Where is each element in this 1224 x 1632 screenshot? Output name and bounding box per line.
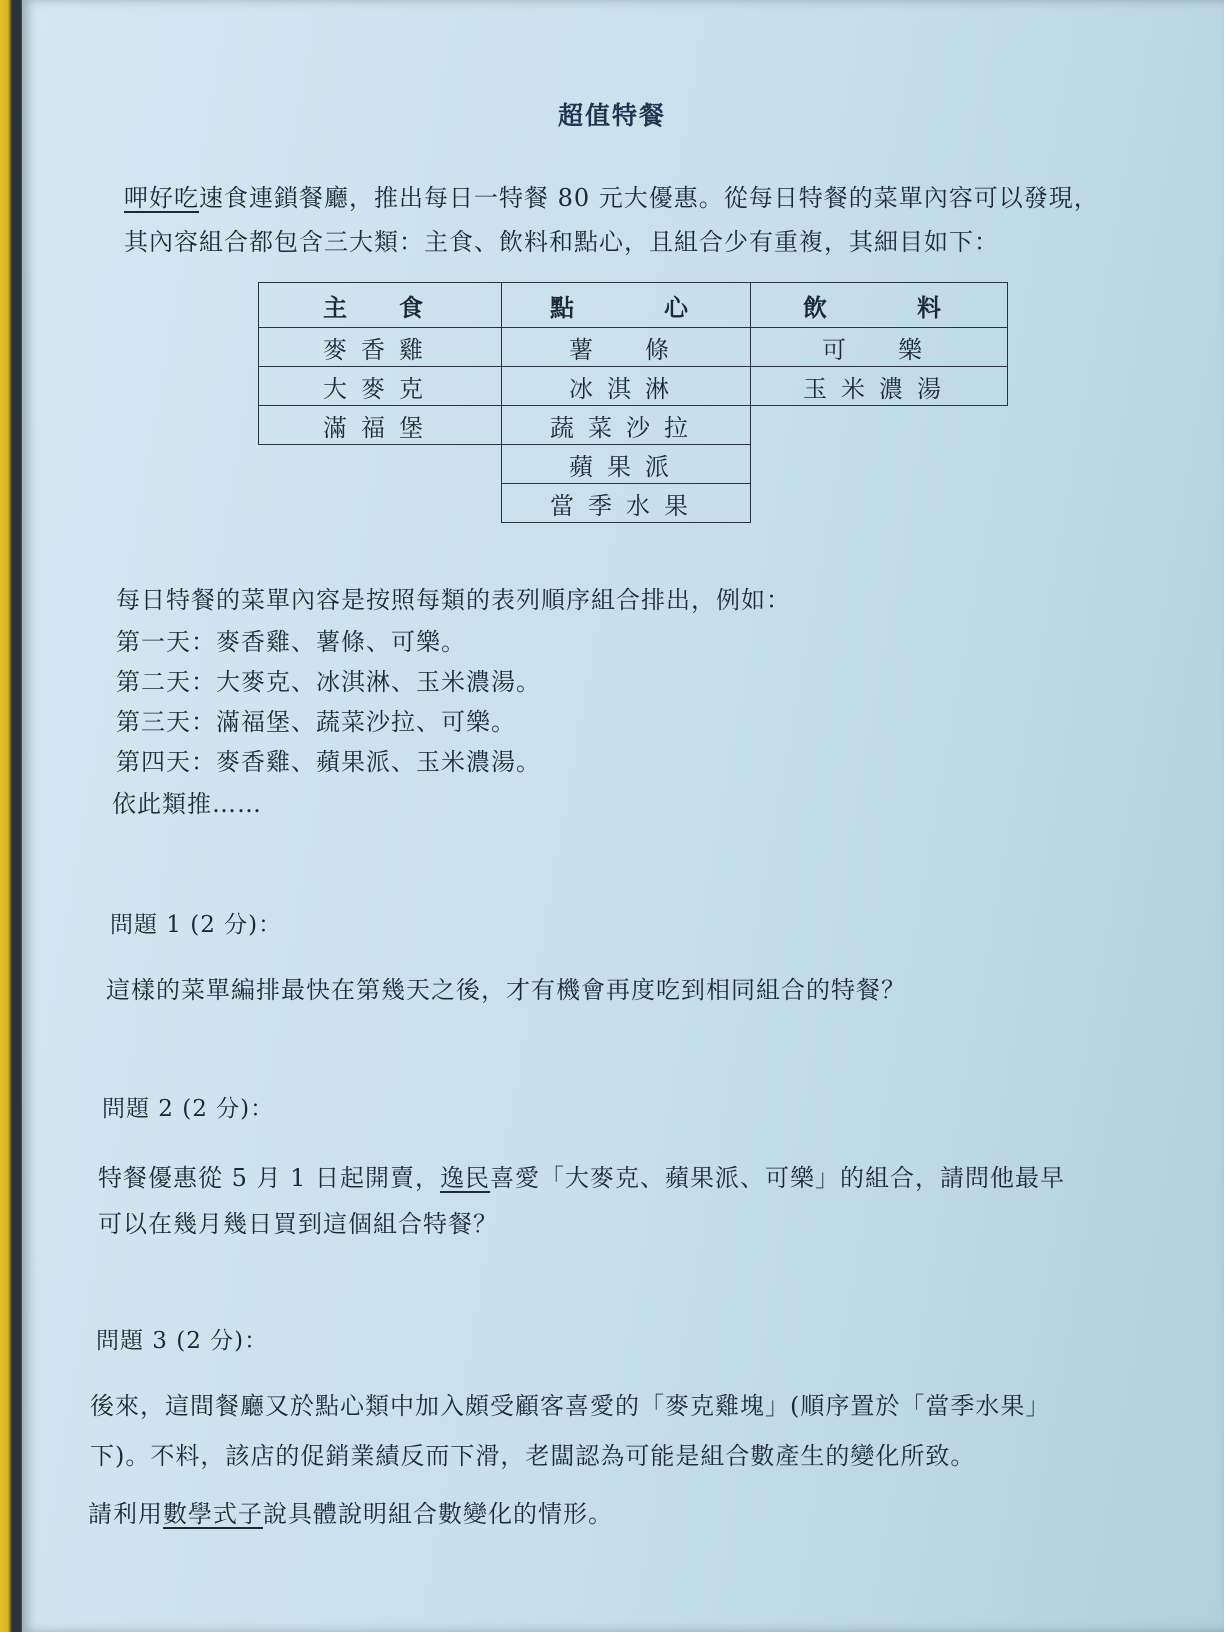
cell-drink: 玉米濃湯 <box>751 367 1008 406</box>
cell-empty <box>751 445 1008 484</box>
intro-line-1: 呷好吃速食連鎖餐廳，推出每日一特餐 80 元大優惠。從每日特餐的菜單內容可以發現， <box>124 184 1099 212</box>
question-3-line-1: 後來，這間餐廳又於點心類中加入頗受顧客喜愛的「麥克雞塊」(順序置於「當季水果」 <box>90 1392 1051 1420</box>
question-2-heading: 問題 2 (2 分)： <box>102 1096 275 1122</box>
cell-drink: 可 樂 <box>751 328 1008 367</box>
question-2-line-2: 可以在幾月幾日買到這個組合特餐？ <box>98 1210 498 1238</box>
table-row <box>259 484 1008 523</box>
table-row <box>259 328 1008 367</box>
intro-line-2: 其內容組合都包含三大類：主食、飲料和點心，且組合少有重複，其細目如下： <box>124 228 999 256</box>
restaurant-name: 呷好吃 <box>124 184 199 212</box>
example-lead: 每日特餐的菜單內容是按照每類的表列順序組合排出，例如： <box>116 586 791 614</box>
cell-main: 大麥克 <box>259 367 502 406</box>
header-snack: 點 心 <box>502 283 751 328</box>
cell-main: 麥香雞 <box>259 328 502 367</box>
table-header-row <box>259 283 1008 328</box>
person-name: 逸民 <box>440 1164 491 1192</box>
cell-empty <box>259 445 502 484</box>
question-1-heading: 問題 1 (2 分)： <box>110 912 283 938</box>
cell-main: 滿福堡 <box>259 406 502 445</box>
question-2-line-1: 特餐優惠從 5 月 1 日起開賣，逸民喜愛「大麥克、蘋果派、可樂」的組合，請問他最早 <box>98 1164 1066 1192</box>
example-day-3: 第三天：滿福堡、蔬菜沙拉、可樂。 <box>116 708 516 736</box>
page-title: 超值特餐 <box>557 101 666 130</box>
question-3-heading: 問題 3 (2 分)： <box>96 1328 269 1354</box>
cell-empty <box>751 406 1008 445</box>
table-row <box>259 406 1008 445</box>
math-expression-phrase: 數學式子 <box>163 1500 263 1528</box>
header-main: 主 食 <box>259 283 502 328</box>
question-3-line-3: 請利用數學式子說具體說明組合數變化的情形。 <box>88 1500 613 1528</box>
header-drink: 飲 料 <box>751 283 1008 328</box>
question-3-line-2: 下)。不料，該店的促銷業績反而下滑，老闆認為可能是組合數產生的變化所致。 <box>90 1442 976 1470</box>
example-etc: 依此類推…… <box>112 790 262 818</box>
table-row <box>259 445 1008 484</box>
example-day-4: 第四天：麥香雞、蘋果派、玉米濃湯。 <box>116 748 541 776</box>
cell-empty <box>259 484 502 523</box>
example-day-1: 第一天：麥香雞、薯條、可樂。 <box>116 628 466 656</box>
question-1-text: 這樣的菜單編排最快在第幾天之後，才有機會再度吃到相同組合的特餐？ <box>106 976 906 1004</box>
cell-snack: 薯 條 <box>502 328 751 367</box>
cell-snack: 冰淇淋 <box>502 367 751 406</box>
cell-snack: 當季水果 <box>502 484 751 523</box>
cell-snack: 蔬菜沙拉 <box>502 406 751 445</box>
cell-empty <box>751 484 1008 523</box>
cell-snack: 蘋果派 <box>502 445 751 484</box>
menu-table <box>258 282 1008 523</box>
example-day-2: 第二天：大麥克、冰淇淋、玉米濃湯。 <box>116 668 541 696</box>
table-row <box>259 367 1008 406</box>
